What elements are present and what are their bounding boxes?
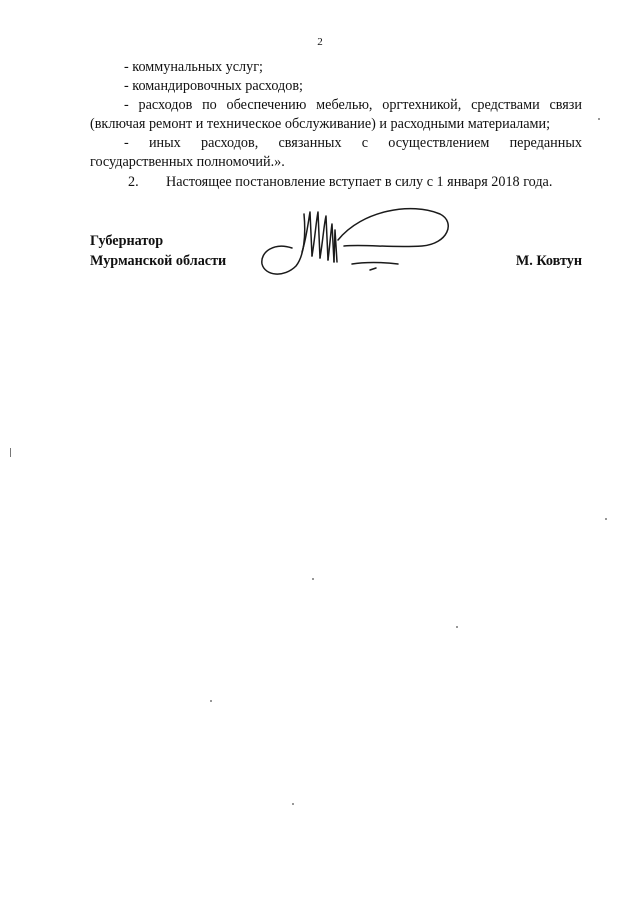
clause-2 <box>90 173 582 192</box>
list-item-furniture-line2: (включая ремонт и техническое обслуживание) и расходными материалами; <box>90 116 551 132</box>
clause-text: Настоящее постановление вступает в силу с 1 января 2018 года. <box>166 174 553 190</box>
signatory-title-line1: Губернатор <box>90 233 164 249</box>
list-item-utilities: - коммунальных услуг; <box>124 59 263 75</box>
signatory-title-line2: Мурманской области <box>90 253 227 269</box>
list-item-furniture-line1: - расходов по обеспечению мебелью, оргтехникой, средствами связи <box>124 97 582 113</box>
list-item-travel: - командировочных расходов; <box>124 78 303 94</box>
list-item-other-line1: - иных расходов, связанных с осуществлением переданных <box>124 135 582 151</box>
scan-speck <box>605 518 607 520</box>
scan-speck <box>210 700 212 702</box>
scan-speck <box>292 803 294 805</box>
signatory-title <box>90 231 226 271</box>
scan-speck <box>598 118 600 120</box>
scan-speck <box>312 578 314 580</box>
document-body <box>90 58 582 192</box>
page-number: 2 <box>317 36 323 48</box>
scan-speck <box>10 448 11 457</box>
scan-speck <box>456 626 458 628</box>
handwritten-signature <box>252 200 457 282</box>
signatory-name: М. Ковтун <box>515 253 582 269</box>
clause-number: 2. <box>128 174 139 190</box>
list-item-other-line2: государственных полномочий.». <box>90 154 285 170</box>
